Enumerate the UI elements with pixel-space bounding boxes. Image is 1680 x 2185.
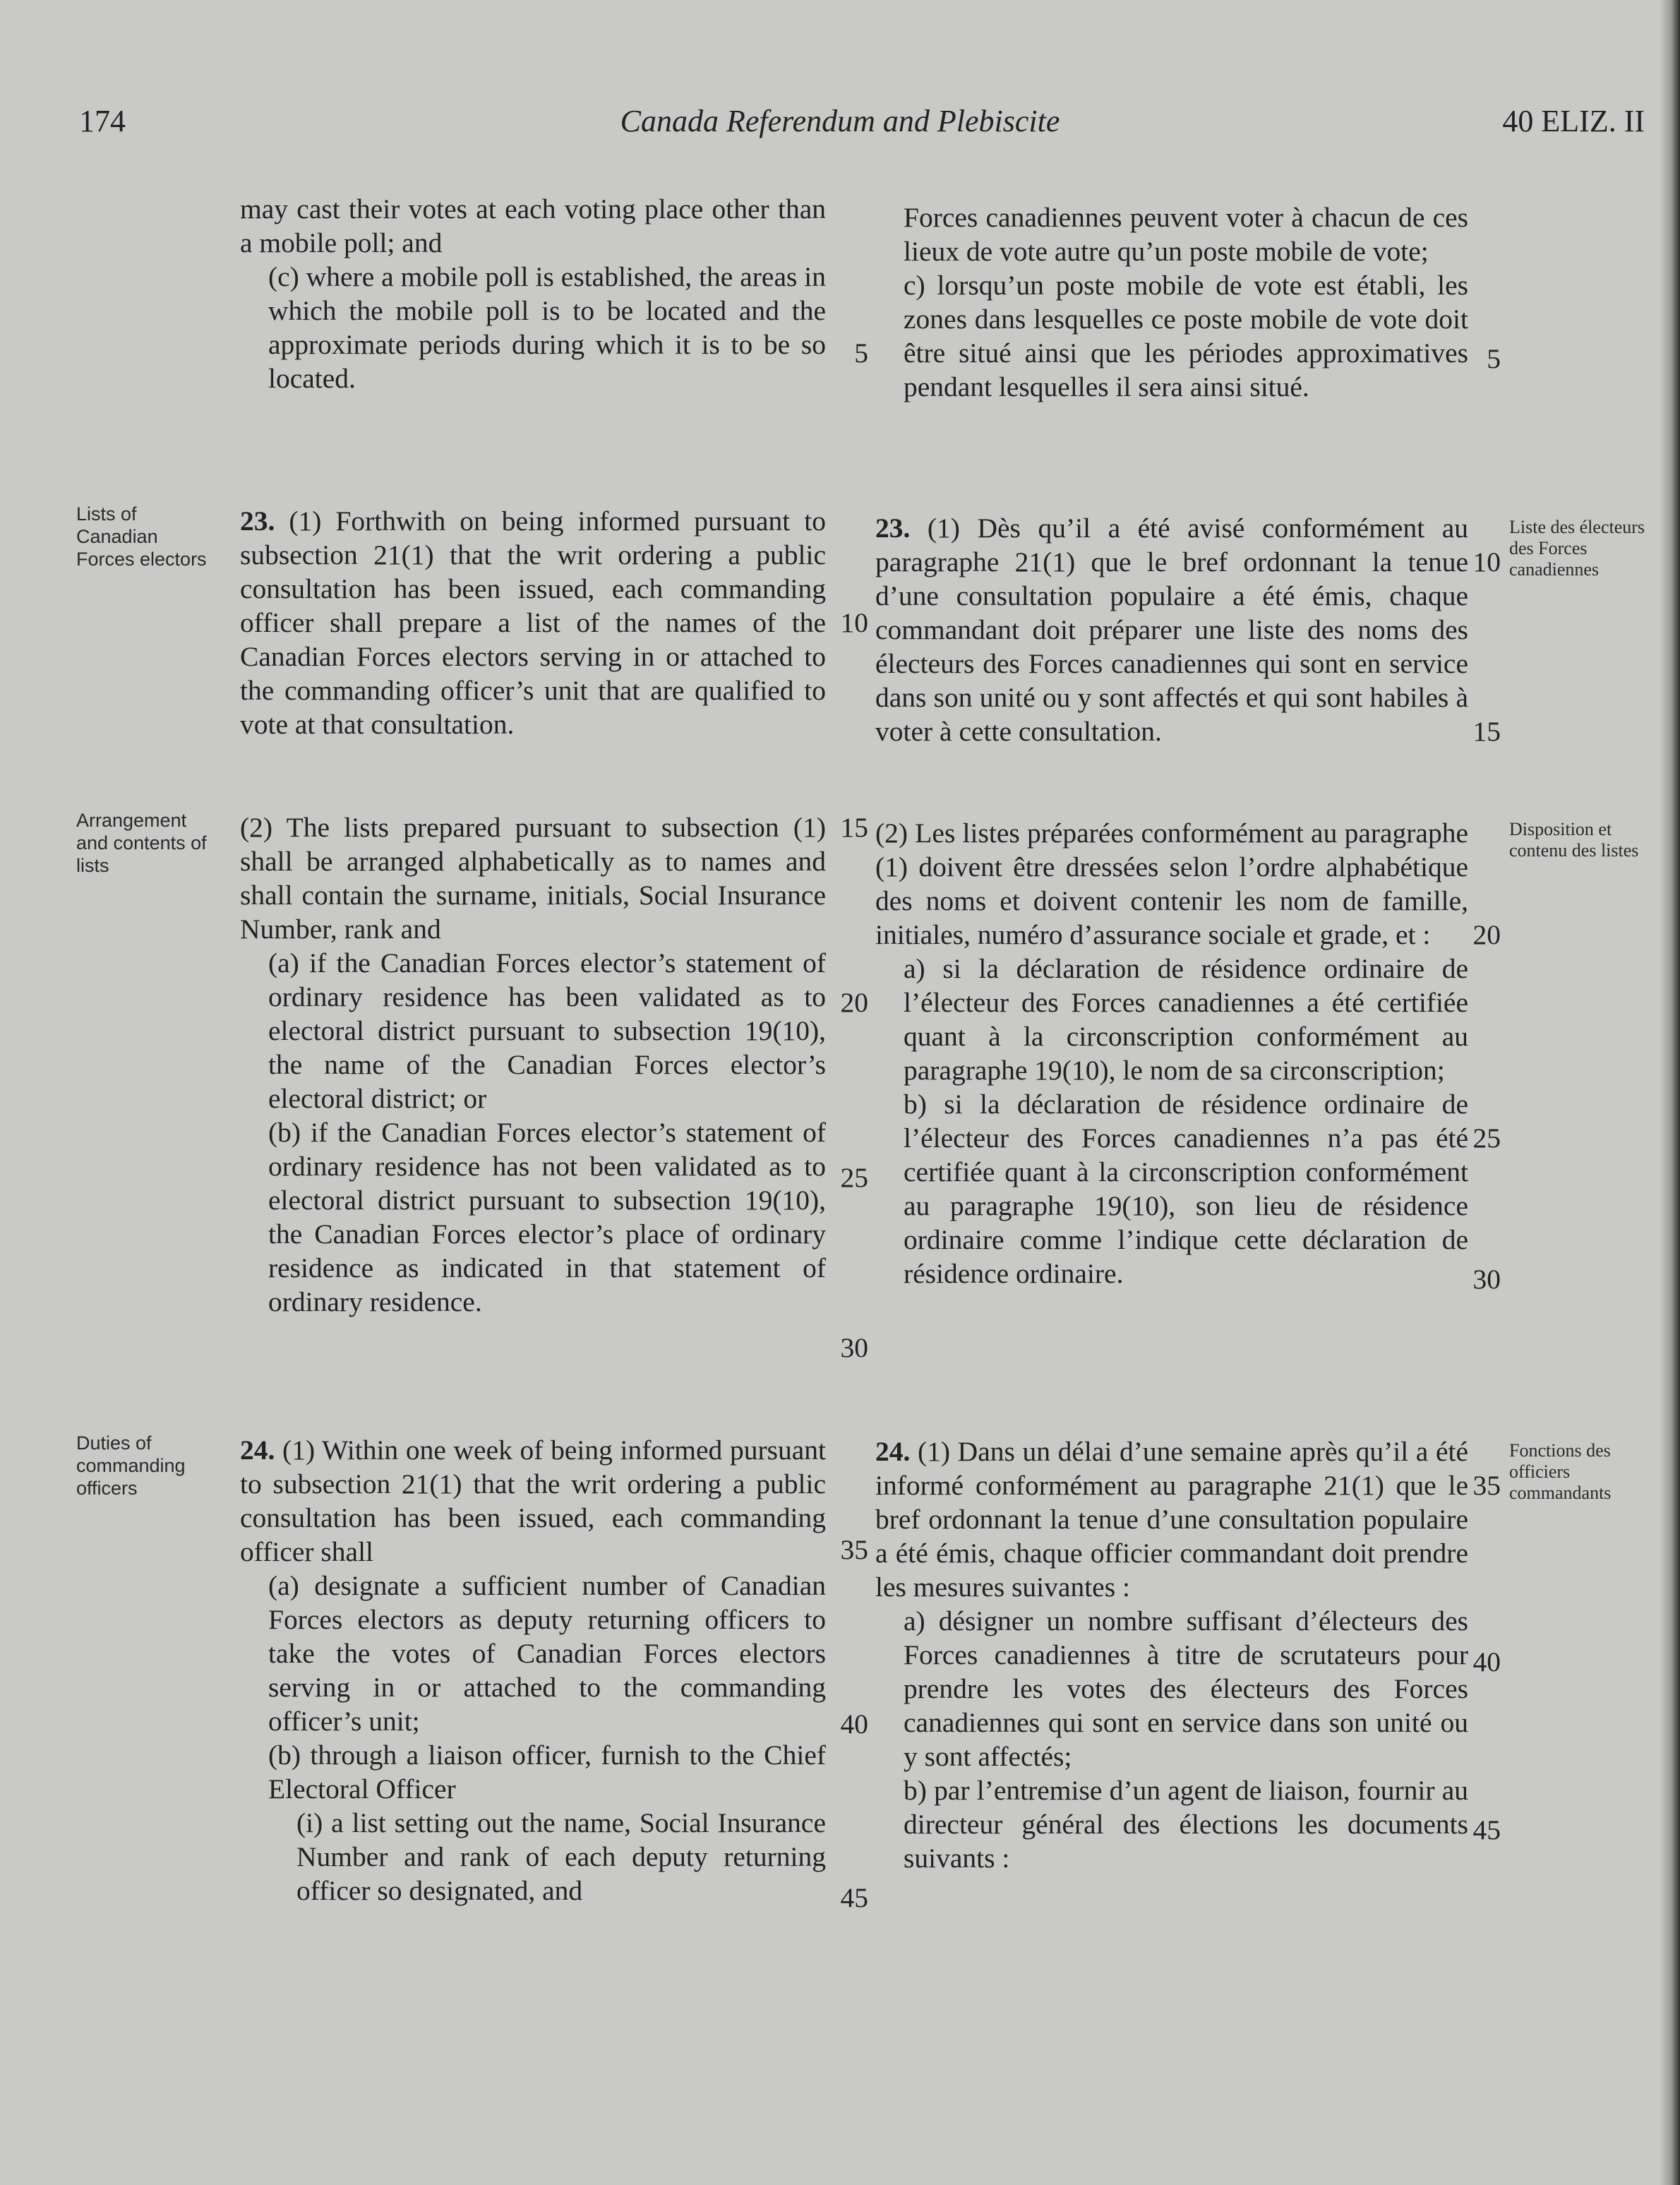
fr-paragraph: (1) Dans un délai d’une semaine après qu’il a été informé conformément au paragraphe 21(1) que le bref ordonnant la tenue d’une consultation populaire a été émis, chaque officier commandant doit prendre les mesures suivantes :	[875, 1436, 1468, 1603]
line-number: 25	[1472, 1123, 1501, 1154]
margin-note-fr: Liste des électeurs des Forces canadiennes	[1509, 517, 1645, 580]
line-number: 30	[840, 1332, 868, 1363]
line-number: 20	[1472, 919, 1501, 950]
line-number: 35	[1472, 1470, 1501, 1501]
english-column	[240, 192, 826, 395]
section-number: 24.	[240, 1435, 275, 1466]
fr-paragraph: a) si la déclaration de résidence ordinaire de l’électeur des Forces canadiennes a été certifiée quant à la circonscription conformément au paragraphe 19(10), le nom de sa circonscription;	[904, 953, 1468, 1086]
en-paragraph: (b) if the Canadian Forces elector’s statement of ordinary residence has not been validated as to electoral district pursuant to subsection 19(10), the Canadian Forces elector’s place of ordinary residence as indicated in that statement of ordinary residence.	[268, 1117, 826, 1317]
english-section-23-1	[240, 504, 826, 741]
margin-note-fr: Fonctions des officiers commandants	[1509, 1440, 1612, 1503]
margin-note-en: Duties of commanding officers	[76, 1432, 186, 1499]
margin-note-fr: Disposition et contenu des listes	[1509, 819, 1639, 861]
fr-paragraph: (1) Dès qu’il a été avisé conformément au paragraphe 21(1) que le bref ordonnant la tenue d’une consultation populaire a été émis, chaque commandant doit préparer une liste des noms des électeurs des Forces canadiennes qui sont en service dans son unité ou y sont affectés et qui sont habiles à voter à cette consultation.	[875, 513, 1468, 747]
line-number: 40	[1472, 1646, 1501, 1677]
english-section-24-1	[240, 1433, 826, 1908]
margin-note-en: Lists of Canadian Forces electors	[76, 503, 207, 570]
page-number: 174	[79, 104, 126, 138]
line-number: 45	[840, 1882, 868, 1913]
running-title: Canada Referendum and Plebiscite	[620, 104, 1060, 138]
section-number: 23.	[240, 505, 275, 537]
margin-note-en: Arrangement and contents of lists	[76, 810, 207, 876]
line-number: 15	[840, 812, 868, 843]
french-section-23-2	[875, 816, 1468, 1291]
section-number: 23.	[875, 513, 911, 544]
english-section-23-2	[240, 810, 826, 1319]
line-number: 30	[1472, 1264, 1501, 1295]
fr-paragraph: (2) Les listes préparées conformément au paragraphe (1) doivent être dressées selon l’ordre alphabétique des noms et doivent contenir les nom de famille, initiales, numéro d’assurance sociale et grade, et :	[875, 818, 1468, 950]
line-number: 15	[1472, 716, 1501, 747]
regnal-year: 40 ELIZ. II	[1502, 104, 1645, 138]
french-column	[875, 200, 1468, 404]
en-paragraph: (i) a list setting out the name, Social Insurance Number and rank of each deputy returning officer so designated, and	[296, 1807, 826, 1906]
french-section-23-1	[875, 511, 1468, 748]
fr-paragraph: b) par l’entremise d’un agent de liaison, fournir au directeur général des élections les documents suivants :	[904, 1775, 1468, 1874]
en-paragraph: may cast their votes at each voting place other than a mobile poll; and	[240, 193, 826, 258]
line-number: 25	[840, 1162, 868, 1193]
line-number: 40	[840, 1708, 868, 1740]
en-paragraph: (c) where a mobile poll is established, the areas in which the mobile poll is to be located and the approximate periods during which it is to be so located.	[268, 261, 826, 394]
line-number: 10	[840, 607, 868, 638]
en-paragraph: (1) Forthwith on being informed pursuant to subsection 21(1) that the writ ordering a public consultation has been issued, each commanding officer shall prepare a list of the names of the Canadian Forces electors serving in or attached to the commanding officer’s unit that are qualified to vote at that consultation.	[240, 505, 827, 740]
page-edge-shadow	[1660, 0, 1680, 2185]
fr-paragraph: Forces canadiennes peuvent voter à chacun de ces lieux de vote autre qu’un poste mobile de vote;	[904, 202, 1468, 267]
line-number: 5	[854, 337, 868, 369]
section-number: 24.	[875, 1436, 911, 1467]
line-number: 10	[1472, 546, 1501, 577]
en-paragraph: (2) The lists prepared pursuant to subsection (1) shall be arranged alphabetically as to names and shall contain the surname, initials, Social Insurance Number, rank and	[240, 812, 826, 945]
fr-paragraph: a) désigner un nombre suffisant d’électeurs des Forces canadiennes à titre de scrutateurs pour prendre les votes des électeurs des Forces canadiennes qui sont en service dans son unité ou y sont affectés;	[904, 1605, 1468, 1772]
fr-paragraph: c) lorsqu’un poste mobile de vote est établi, les zones dans lesquelles ce poste mobile de vote doit être situé ainsi que les périodes approximatives pendant lesquelles il sera ainsi situé.	[904, 270, 1468, 402]
line-number: 35	[840, 1534, 868, 1565]
en-paragraph: (a) if the Canadian Forces elector’s statement of ordinary residence has been validated as to electoral district pursuant to subsection 19(10), the name of the Canadian Forces elector’s electoral district; or	[268, 947, 826, 1114]
fr-paragraph: b) si la déclaration de résidence ordinaire de l’électeur des Forces canadiennes n’a pas été certifiée quant à la circonscription conformément au paragraphe 19(10), son lieu de résidence ordinaire comme l’indique cette déclaration de résidence ordinaire.	[904, 1089, 1468, 1289]
line-number: 45	[1472, 1814, 1501, 1845]
line-number: 20	[840, 987, 868, 1018]
en-paragraph: (a) designate a sufficient number of Canadian Forces electors as deputy returning officers to take the votes of Canadian Forces electors serving in or attached to the commanding officer’s unit;	[268, 1570, 826, 1737]
en-paragraph: (b) through a liaison officer, furnish to the Chief Electoral Officer	[268, 1740, 826, 1804]
line-number: 5	[1487, 343, 1501, 374]
french-section-24-1	[875, 1435, 1468, 1875]
en-paragraph: (1) Within one week of being informed pursuant to subsection 21(1) that the writ ordering a public consultation has been issued, each commanding officer shall	[240, 1435, 827, 1567]
